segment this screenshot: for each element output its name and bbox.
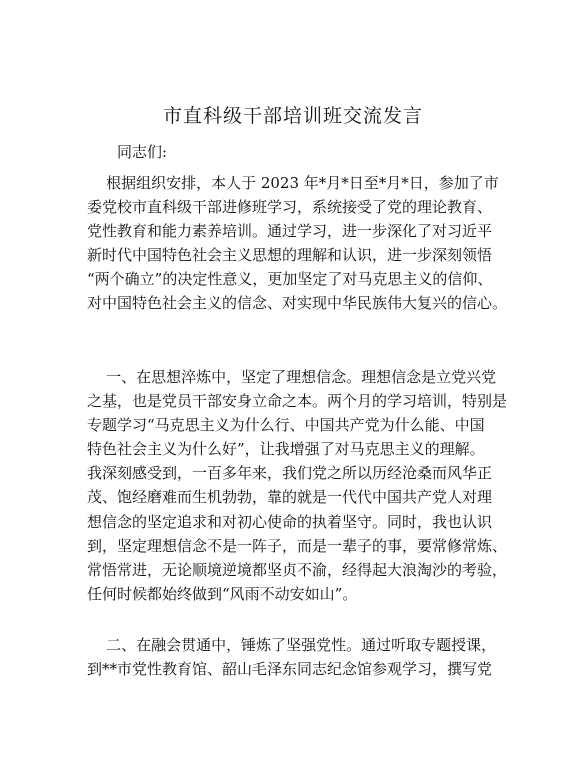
paragraph-line: 到，坚定理想信念不是一阵子，而是一辈子的事，要常修常炼、 <box>87 536 508 555</box>
paragraph-line: “两个确立”的决定性意义，更加坚定了对马克思主义的信仰、 <box>87 270 493 289</box>
paragraph-line: 专题学习“马克思主义为什么行、中国共产党为什么能、中国 <box>87 416 485 435</box>
document-title: 市直科级干部培训班交流发言 <box>162 105 423 127</box>
paragraph-line: 新时代中国特色社会主义思想的理解和认识，进一步深刻领悟 <box>87 246 493 265</box>
paragraph-line: 党性教育和能力素养培训。通过学习，进一步深化了对习近平 <box>87 222 493 241</box>
paragraph-line: 常悟常进，无论顺境逆境都坚贞不渝，经得起大浪淘沙的考验， <box>87 560 508 579</box>
paragraph-line: 根据组织安排，本人于 2023 年*月*日至*月*日，参加了市 <box>87 174 499 192</box>
paragraph-line: 二、在融会贯通中，锤炼了坚强党性。通过听取专题授课， <box>87 636 497 654</box>
paragraph-section-two <box>87 633 502 681</box>
paragraph-line: 到**市党性教育馆、韶山毛泽东同志纪念馆参观学习，撰写党 <box>87 660 493 679</box>
paragraph-line: 想信念的坚定追求和对初心使命的执着坚守。同时，我也认识 <box>87 512 493 531</box>
paragraph-line: 任何时候都始终做到“风雨不动安如山”。 <box>87 584 358 603</box>
paragraph-line: 委党校市直科级干部进修班学习，系统接受了党的理论教育、 <box>87 198 493 217</box>
paragraph-line: 对中国特色社会主义的信念、对实现中华民族伟大复兴的信心。 <box>87 294 508 313</box>
paragraph-line: 特色社会主义为什么好”，让我增强了对马克思主义的理解。 <box>87 440 485 459</box>
paragraph-intro <box>87 171 508 316</box>
paragraph-section-one <box>87 365 508 606</box>
paragraph-line: 茂、饱经磨难而生机勃勃，靠的就是一代代中国共产党人对理 <box>87 488 493 507</box>
paragraph-line: 之基，也是党员干部安身立命之本。两个月的学习培训，特别是 <box>87 392 508 411</box>
paragraph-line: 我深刻感受到，一百多年来，我们党之所以历经沧桑而风华正 <box>87 464 493 483</box>
paragraph-line: 一、在思想淬炼中，坚定了理想信念。理想信念是立党兴党 <box>87 368 497 386</box>
salutation: 同志们: <box>117 143 168 161</box>
